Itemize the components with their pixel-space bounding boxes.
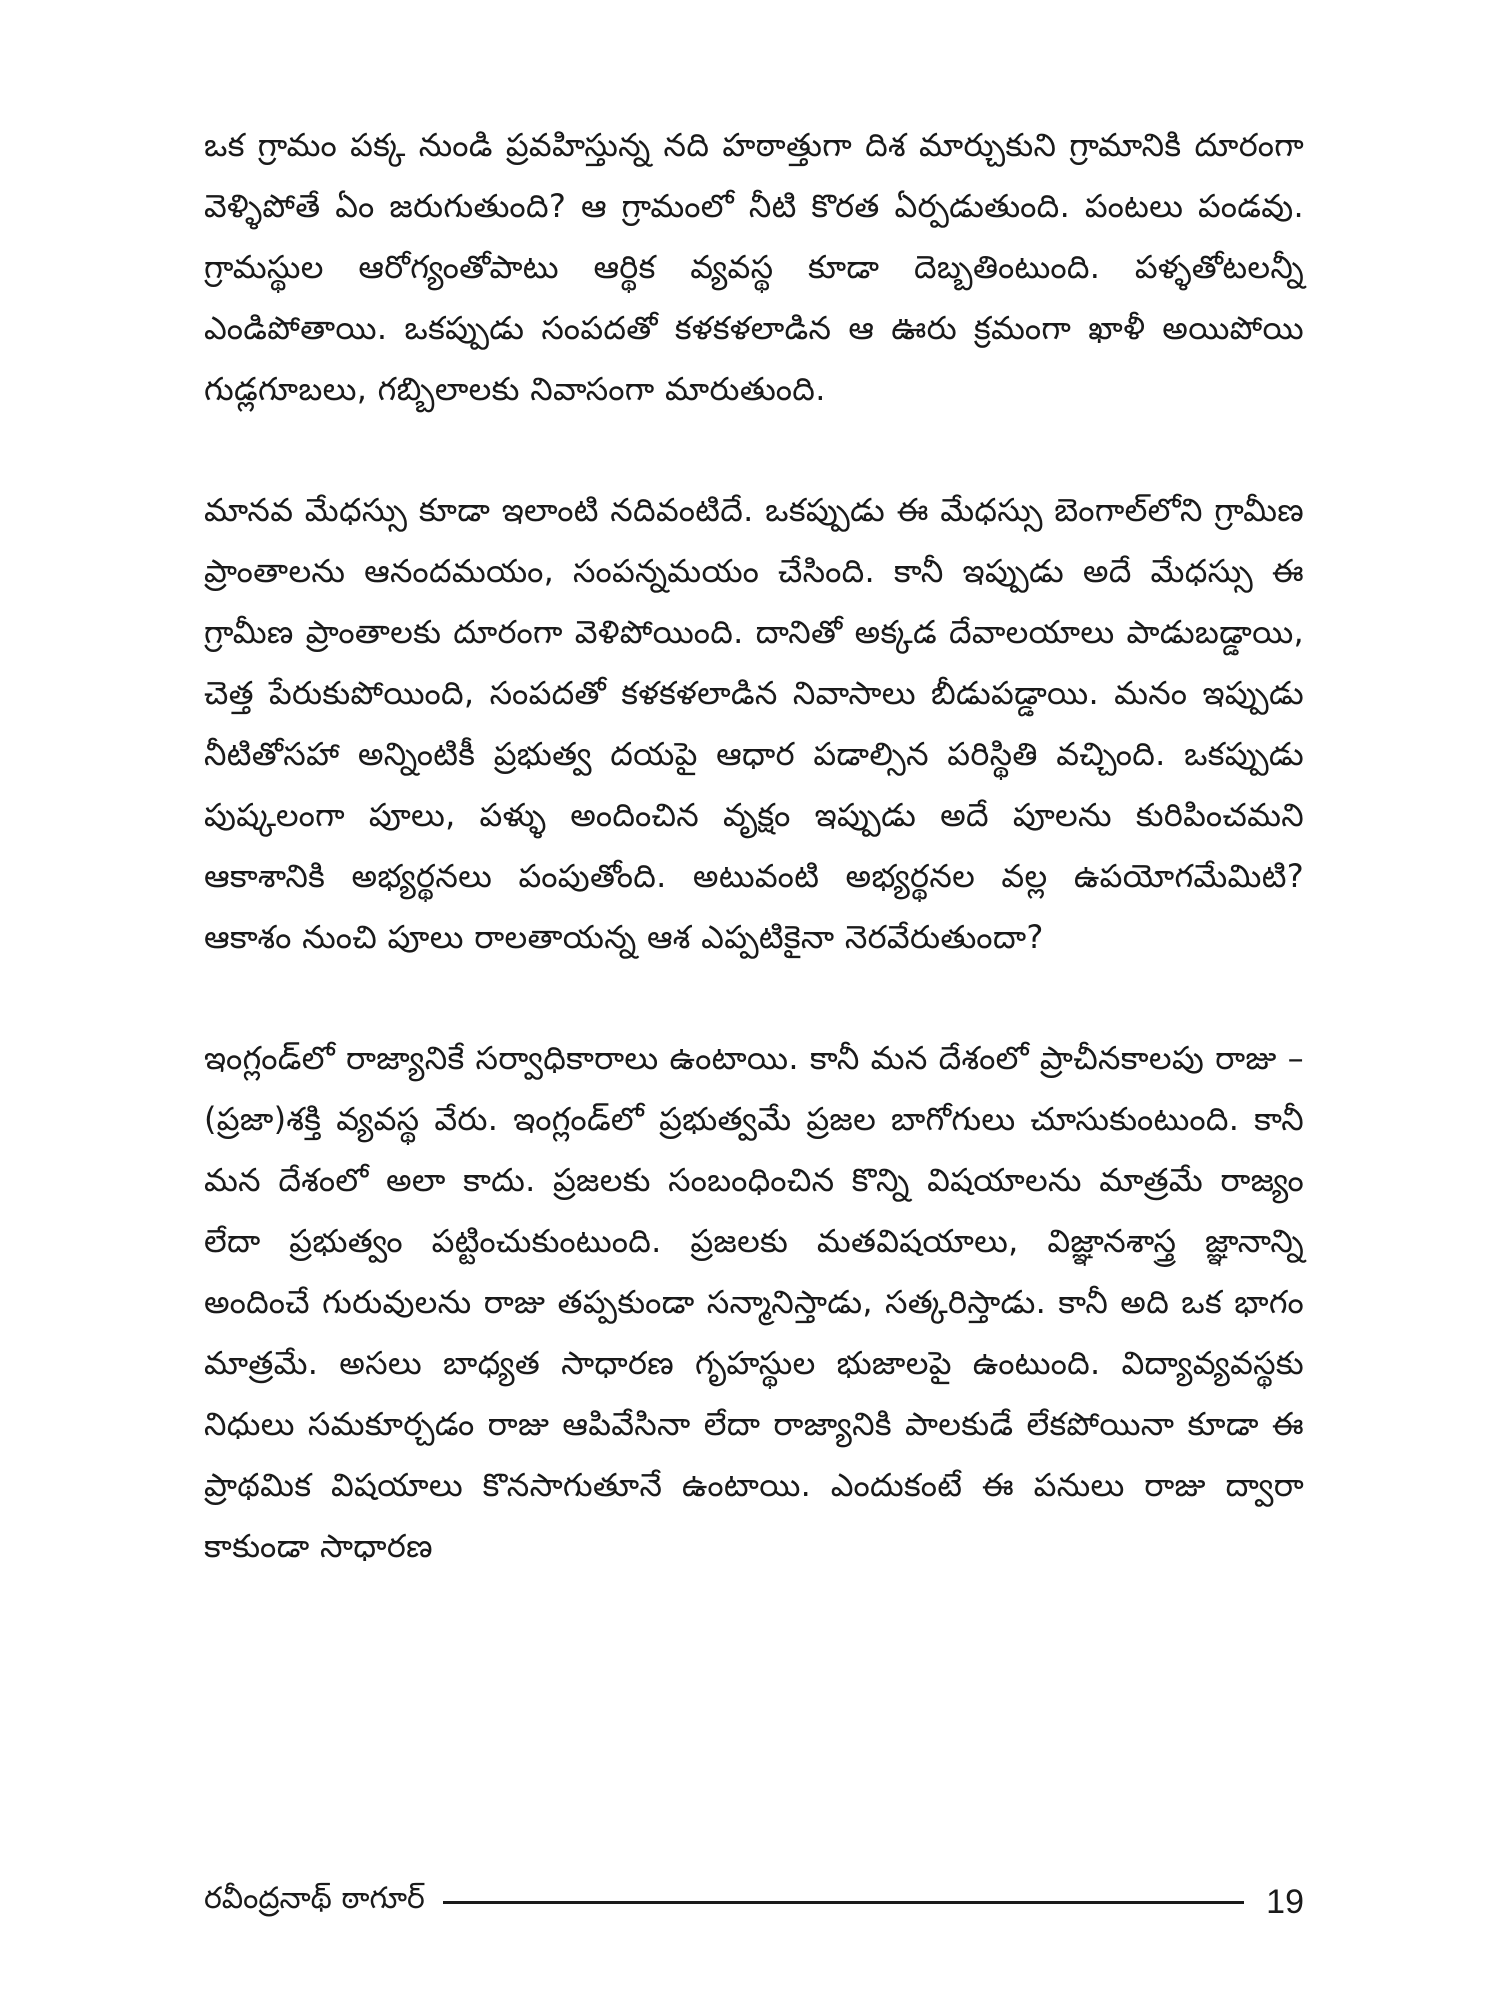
page-footer xyxy=(204,1872,1304,1932)
paragraph-2: మానవ మేధస్సు కూడా ఇలాంటి నదివంటిదే. ఒకప్పుడు ఈ మేధస్సు బెంగాల్‌లోని గ్రామీణ ప్రాంతాలను ఆనందమయం, సంపన్నమయం చేసింది. కానీ ఇప్పుడు అదే మేధస్సు ఈ గ్రామీణ ప్రాంతాలకు దూరంగా వెళిపోయింది. దానితో అక్కడ దేవాలయాలు పాడుబడ్డాయి, చెత్త పేరుకుపోయింది, సంపదతో కళకళలాడిన నివాసాలు బీడుపడ్డాయి. మనం ఇప్పుడు నీటితోసహా అన్నింటికీ ప్రభుత్వ దయపై ఆధార పడాల్సిన పరిస్థితి వచ్చింది. ఒకప్పుడు పుష్కలంగా పూలు, పళ్ళు అందించిన వృక్షం ఇప్పుడు అదే పూలను కురిపించమని ఆకాశానికి అభ్యర్థనలు పంపుతోంది. అటువంటి అభ్యర్థనల వల్ల ఉపయోగమేమిటి? ఆకాశం నుంచి పూలు రాలతాయన్న ఆశ ఎప్పటికైనా నెరవేరుతుందా? xyxy=(204,491,1304,956)
footer-author: రవీంద్రనాథ్ ఠాగూర్ xyxy=(204,1881,425,1916)
page-number: 19 xyxy=(1266,1882,1304,1921)
paragraph-3: ఇంగ్లండ్‌లో రాజ్యానికే సర్వాధికారాలు ఉంటాయి. కానీ మన దేశంలో ప్రాచీనకాలపు రాజు – (ప్రజా)శక్తి వ్యవస్థ వేరు. ఇంగ్లండ్‌లో ప్రభుత్వమే ప్రజల బాగోగులు చూసుకుంటుంది. కానీ మన దేశంలో అలా కాదు. ప్రజలకు సంబంధించిన కొన్ని విషయాలను మాత్రమే రాజ్యం లేదా ప్రభుత్వం పట్టించుకుంటుంది. ప్రజలకు మతవిషయాలు, విజ్ఞానశాస్త్ర జ్ఞానాన్ని అందించే గురువులను రాజు తప్పకుండా సన్మానిస్తాడు, సత్కరిస్తాడు. కానీ అది ఒక భాగం మాత్రమే. అసలు బాధ్యత సాధారణ గృహస్థుల భుజాలపై ఉంటుంది. విద్యావ్యవస్థకు నిధులు సమకూర్చడం రాజు ఆపివేసినా లేదా రాజ్యానికి పాలకుడే లేకపోయినా కూడా ఈ ప్రాథమిక విషయాలు కొనసాగుతూనే ఉంటాయి. ఎందుకంటే ఈ పనులు రాజు ద్వారా కాకుండా సాధారణ xyxy=(204,1039,1304,1565)
footer-rule xyxy=(443,1901,1244,1904)
body-text xyxy=(204,115,1304,1577)
paragraph-1: ఒక గ్రామం పక్క నుండి ప్రవహిస్తున్న నది హఠాత్తుగా దిశ మార్చుకుని గ్రామానికి దూరంగా వెళ్ళిపోతే ఏం జరుగుతుంది? ఆ గ్రామంలో నీటి కొరత ఏర్పడుతుంది. పంటలు పండవు. గ్రామస్థుల ఆరోగ్యంతోపాటు ఆర్థిక వ్యవస్థ కూడా దెబ్బతింటుంది. పళ్ళతోటలన్నీ ఎండిపోతాయి. ఒకప్పుడు సంపదతో కళకళలాడిన ఆ ఊరు క్రమంగా ఖాళీ అయిపోయి గుడ్లగూబలు, గబ్బిలాలకు నివాసంగా మారుతుంది. xyxy=(204,126,1304,408)
